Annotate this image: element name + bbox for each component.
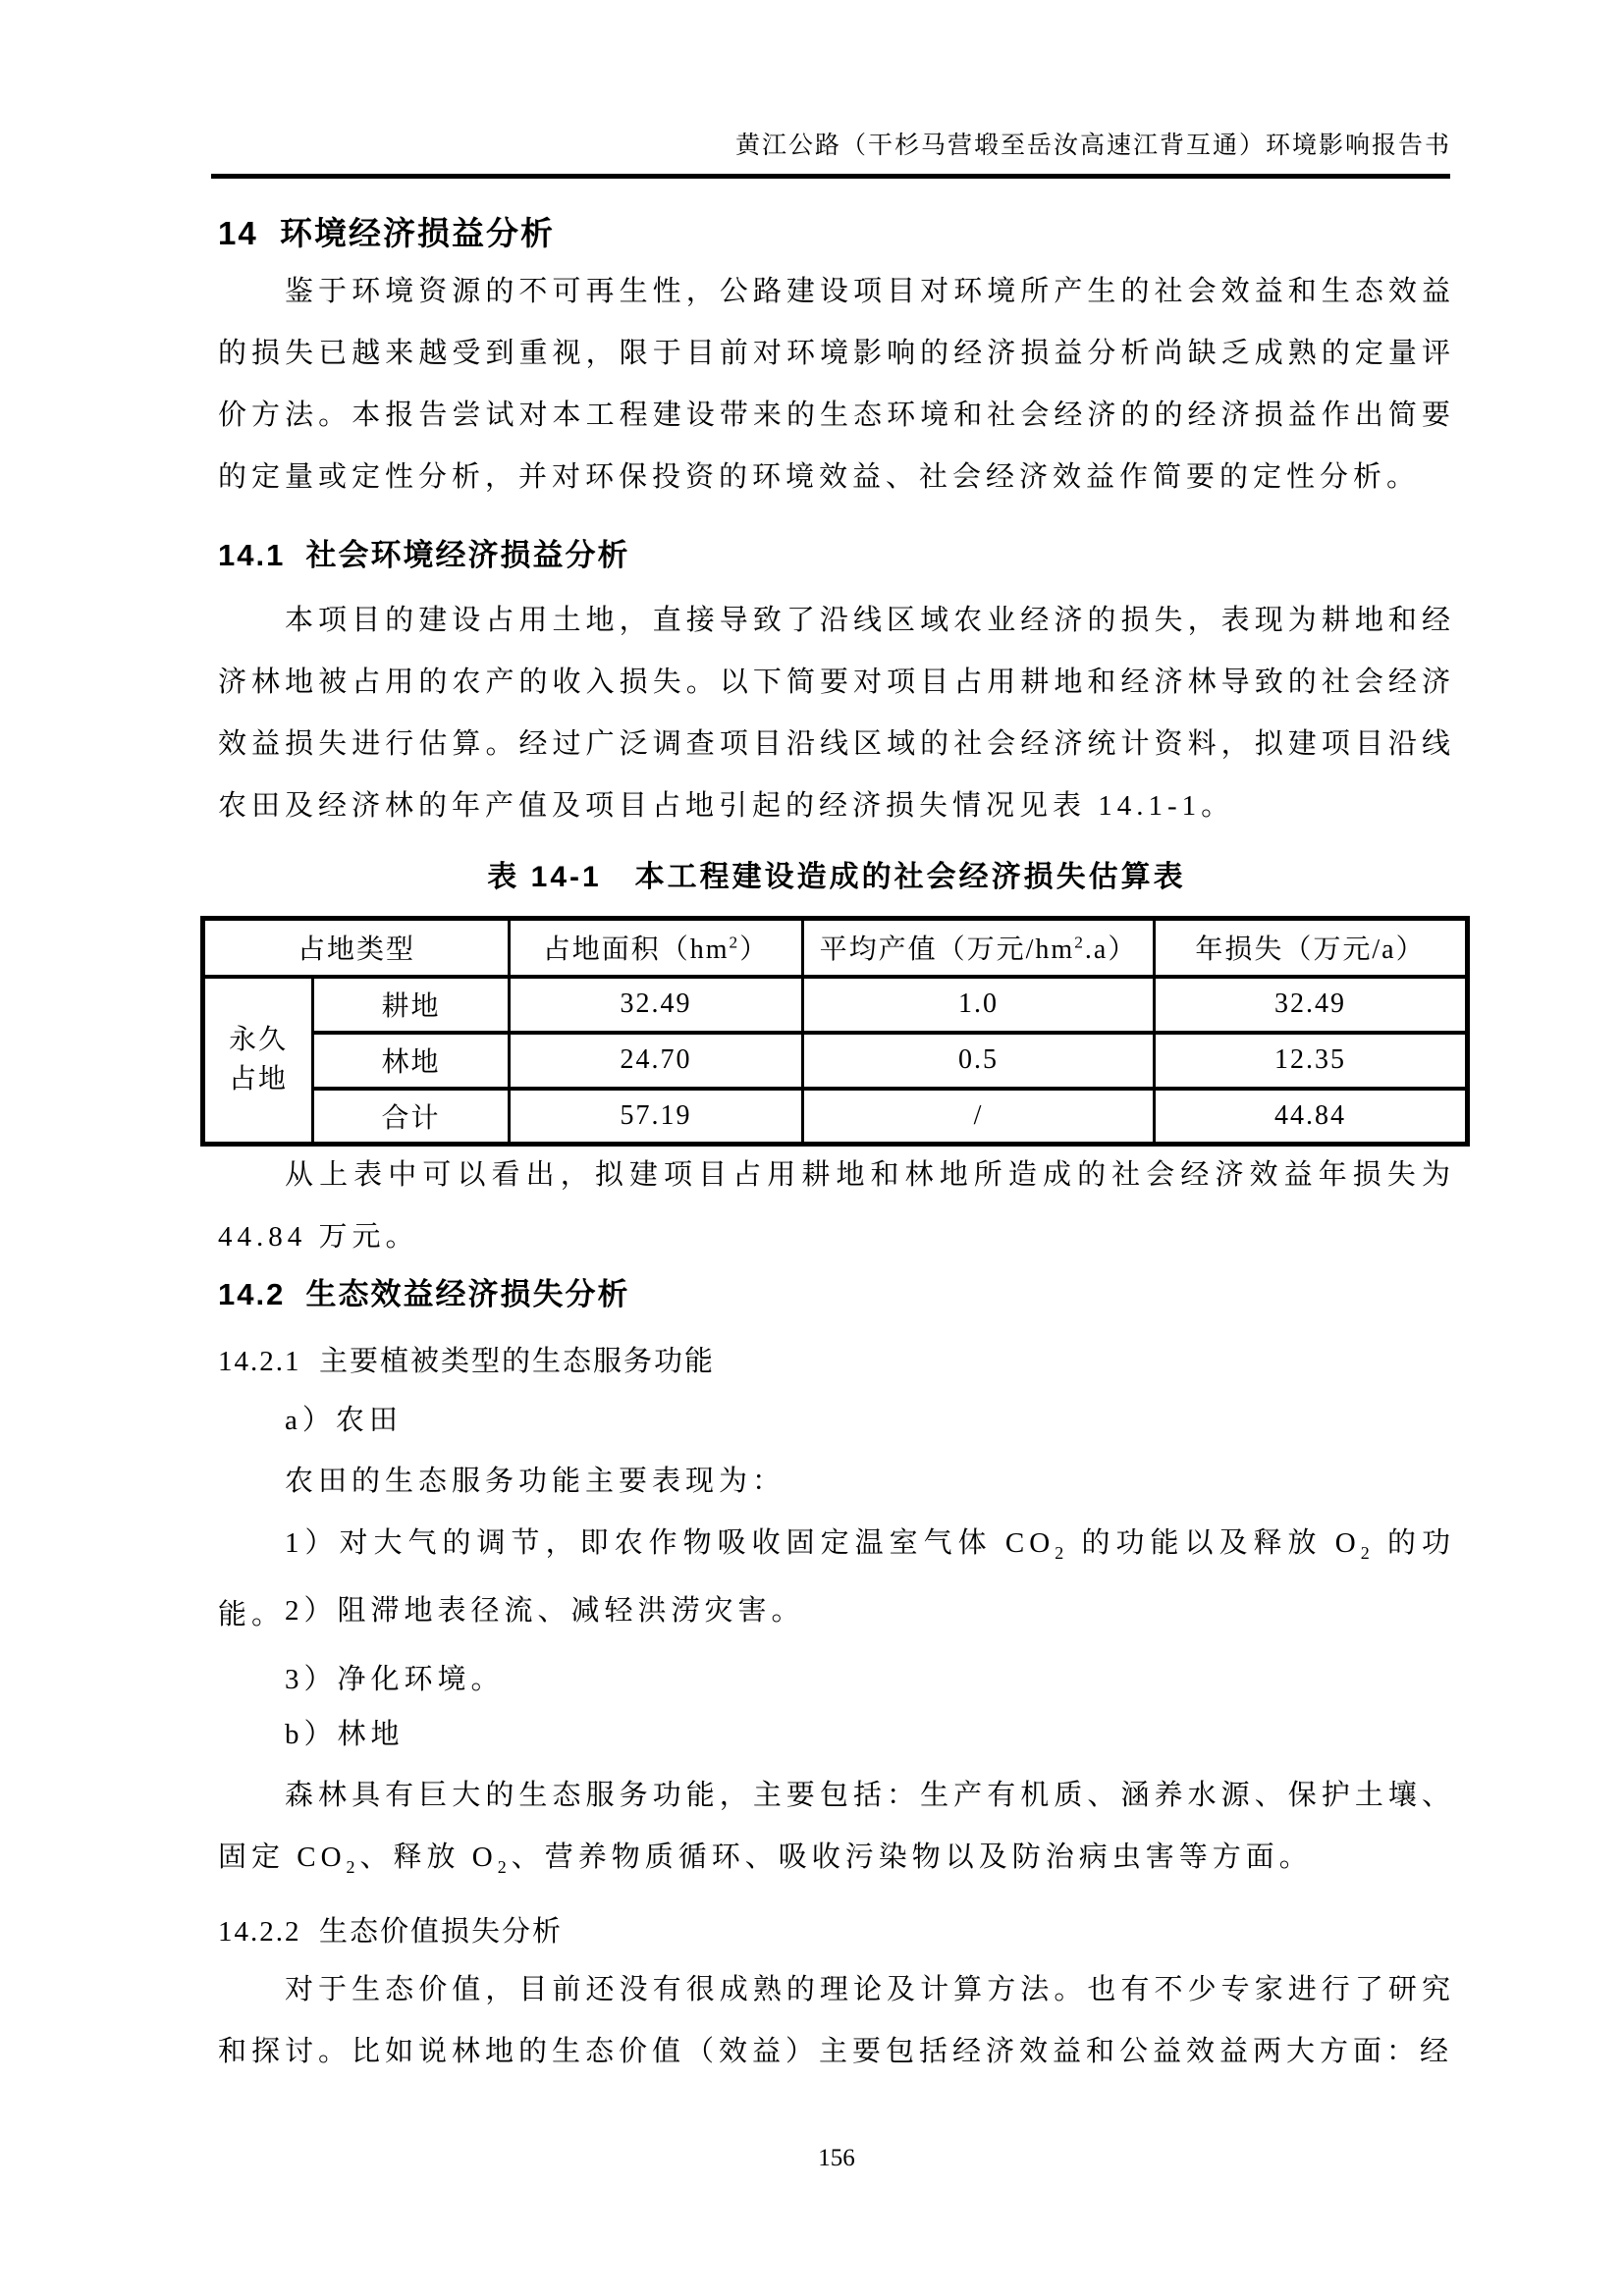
page-number: 156 [818,2145,855,2171]
para-14-1-2: 从上表中可以看出，拟建项目占用耕地和林地所造成的社会经济效益年损失为44.84 万元。 [218,1159,1455,1253]
item-b-forest: b）林地 [285,1719,405,1750]
item-a-farmland: a）农田 [285,1405,403,1436]
cell-type: 合计 [313,1089,510,1145]
cell-annual-loss: 44.84 [1155,1089,1468,1145]
page-header-text: 黄江公路（干杉马营塅至岳汝高速江背互通）环境影响报告书 [734,133,1451,159]
cell-avg-output: 1.0 [803,977,1155,1033]
cell-avg-output: / [803,1089,1155,1145]
group-label: 永久占地 [228,1024,288,1095]
item-3-purify: 3）净化环境。 [285,1664,505,1695]
item-2-runoff: 2）阻滞地表径流、减轻洪涝灾害。 [285,1595,805,1627]
item-1-atmosphere: 1）对大气的调节，即农作物吸收固定温室气体 $CO_2$ 的功能以及释放 $O_2$ 的功能。 [218,1527,1455,1630]
para-forest-services: 森林具有巨大的生态服务功能，主要包括：生产有机质、涵养水源、保护土壤、固定 $CO_2$、释放 $O_2$、营养物质循环、吸收污染物以及防治病虫害等方面。 [218,1780,1455,1877]
header-cell-annual-loss: 年损失（万元/a） [1155,919,1468,977]
header-cell-area: 占地面积$(hm^2)$ [510,919,803,977]
cell-type: 林地 [313,1033,510,1089]
cell-area: 32.49 [510,977,803,1033]
heading-14: 14 环境经济损益分析 [218,215,556,251]
heading-14-2-1: 14.2.1 主要植被类型的生态服务功能 [218,1346,716,1377]
para-14-intro: 鉴于环境资源的不可再生性，公路建设项目对环境所产生的社会效益和生态效益的损失已越来越受到重视，限于目前对环境影响的经济损益分析尚缺乏成熟的定量评价方法。本报告尝试对本工程建设带来的生态环境和社会经济的的经济损益作出简要的定量或定性分析，并对环保投资的环境效益、社会经济效益作简要的定性分析。 [218,276,1455,493]
table-row [203,1033,1468,1089]
heading-14-2-2: 14.2.2 生态价值损失分析 [218,1916,564,1948]
heading-14-1: 14.1 社会环境经济损益分析 [218,538,630,572]
group-cell-permanent-occupation [203,977,313,1145]
table-row [203,977,1468,1033]
cell-area: 57.19 [510,1089,803,1145]
farmland-intro-line: 农田的生态服务功能主要表现为： [285,1466,786,1497]
table-14-1 [200,916,1470,1147]
cell-avg-output: 0.5 [803,1033,1155,1089]
cell-annual-loss: 12.35 [1155,1033,1468,1089]
cell-area: 24.70 [510,1033,803,1089]
table-header-row [203,919,1468,977]
para-14-1-1: 本项目的建设占用土地，直接导致了沿线区域农业经济的损失，表现为耕地和经济林地被占用的农产的收入损失。以下简要对项目占用耕地和经济林导致的社会经济效益损失进行估算。经过广泛调查项目沿线区域的社会经济统计资料，拟建项目沿线农田及经济林的年产值及项目占地引起的经济损失情况见表 14.1-1。 [218,605,1455,822]
para-eco-value: 对于生态价值，目前还没有很成熟的理论及计算方法。也有不少专家进行了研究和探讨。比如说林地的生态价值（效益）主要包括经济效益和公益效益两大方面：经 [218,1974,1455,2067]
cell-type: 耕地 [313,977,510,1033]
header-cell-avg-output: 平均产值（万元$/hm^2.a$） [803,919,1155,977]
heading-14-2: 14.2 生态效益经济损失分析 [218,1277,630,1311]
table-caption: 表 14-1 本工程建设造成的社会经济损失估算表 [487,861,1186,893]
cell-annual-loss: 32.49 [1155,977,1468,1033]
header-cell-land-type: 占地类型 [203,919,510,977]
header-divider-rule [211,174,1450,179]
table-row [203,1089,1468,1145]
